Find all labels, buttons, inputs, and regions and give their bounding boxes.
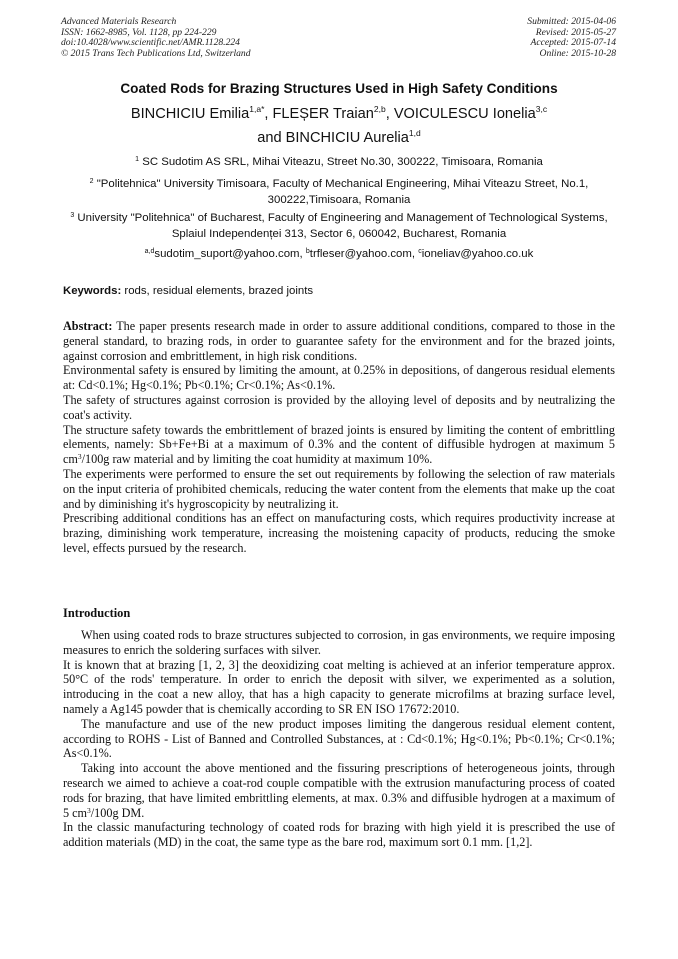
journal-info [61, 17, 251, 59]
body-text: Taking into account the above mentioned and the fissuring prescriptions of heterogeneous joints, through research we aimed to achieve a coat-rod couple compatible with the extrusion manufacturing process of coated rods for brazing, that have limited embrittling elements, at max. 0.3% and diffusible hydrogen at a maximum of 5 cm [63, 761, 615, 820]
section-heading: Introduction [63, 606, 131, 620]
revised-date: Revised: 2015-05-27 [535, 26, 616, 38]
submitted-date: Submitted: 2015-04-06 [527, 16, 616, 27]
doi-line: doi:10.4028/www.scientific.net/AMR.1128.224 [61, 37, 240, 49]
abstract-text: /100g raw material and by limiting the coat humidity at maximum 10%. [81, 452, 433, 467]
email-marker: b [305, 248, 310, 255]
body-paragraph [63, 761, 615, 820]
superscript: 3 [77, 452, 82, 462]
dates-info [527, 17, 616, 59]
email-address: trfleser@yahoo.com, [309, 248, 419, 260]
author-affil-marker: 2,b [373, 104, 386, 114]
keywords-line [63, 284, 313, 299]
abstract-paragraph [63, 319, 615, 363]
affiliation-text: SC Sudotim AS SRL, Mihai Viteazu, Street No.30, 300222, Timisoara, Romania [142, 156, 543, 168]
author-name: BINCHICIU Emilia [130, 106, 250, 122]
abstract-paragraph: The safety of structures against corrosion is provided by the alloying level of deposits and by neutralizing the coat's activity. [63, 392, 615, 422]
affiliation-2 [56, 177, 622, 208]
abstract-paragraph: Environmental safety is ensured by limiting the amount, at 0.25% in depositions, of dangerous residual elements at: Cd<0.1%; Hg<0.1%; Pb<0.1%; Cr<0.1%; As<0.1%. [63, 363, 615, 393]
author-name: and BINCHICIU Aurelia [257, 130, 409, 146]
body-paragraph: In the classic manufacturing technology of coated rods for brazing with high yield it is prescribed the use of addition materials (MD) in the coat, the same type as the bare rod, maximum sort 0.1 mm. [1,2]. [63, 820, 615, 850]
author-affil-marker: 1,d [408, 128, 421, 138]
affiliation-text: University "Politehnica" of Bucharest, Faculty of Engineering and Management of Technological Systems, Splaiul Independenței 313, Sector 6, 060042, Bucharest, Romania [77, 212, 608, 240]
affiliation-text: "Politehnica" University Timisoara, Faculty of Mechanical Engineering, Mihai Viteazu Street, No.1, 300222,Timisoara, Romania [96, 178, 589, 206]
email-address: ioneliav@yahoo.co.uk [421, 248, 534, 260]
abstract-paragraph: Prescribing additional conditions has an effect on manufacturing costs, which requires productivity increase at brazing, diminishing work temperature, increasing the moistening capacity of products, reducing the smoke level, effects pursued by the research. [63, 511, 615, 555]
affiliation-marker: 1 [135, 156, 140, 163]
journal-name: Advanced Materials Research [61, 16, 177, 27]
copyright-line: © 2015 Trans Tech Publications Ltd, Switzerland [61, 47, 251, 59]
email-address: sudotim_suport@yahoo.com, [154, 248, 306, 260]
affiliation-marker: 3 [70, 212, 75, 219]
keywords-label: Keywords: [63, 285, 122, 297]
affiliation-3 [56, 211, 622, 242]
body-text: /100g DM. [90, 805, 145, 820]
accepted-date: Accepted: 2015-07-14 [530, 37, 616, 49]
affiliation-1 [56, 155, 622, 171]
abstract-section [63, 319, 615, 556]
abstract-paragraph: The experiments were performed to ensure the set out requirements by following the selection of raw materials on the input criteria of prohibited chemicals, reducing the water content from the elements that make up the coat and by diminishing it's hygroscopicity by neutralizing it. [63, 466, 615, 511]
email-list [56, 247, 622, 263]
body-paragraph: When using coated rods to braze structures subjected to corrosion, in gas environments, we require imposing measures to enrich the soldering surfaces with silver. [63, 628, 615, 657]
body-paragraph: It is known that at brazing [1, 2, 3] the deoxidizing coat melting is achieved at an inferior temperature approx. 50°C of the rods' temperature. In order to enrich the deposit with silver, we experimented as a solution, introducing in the coat a new alloy, that has a high capacity to generate microfilms at brazing surface level, namely a Ag145 powder that is chemically according to SR EN ISO 17672:2010. [63, 657, 615, 716]
online-date: Online: 2015-10-28 [539, 47, 616, 59]
abstract-label: Abstract: [63, 319, 113, 333]
author-name: , VOICULESCU Ionelia [385, 106, 536, 122]
paper-title: Coated Rods for Brazing Structures Used in High Safety Conditions [120, 81, 558, 96]
author-affil-marker: 3,c [535, 104, 548, 114]
abstract-text: The paper presents research made in order to assure additional conditions, compared to those in the general standard, to brazing rods, in order to guarantee safety for the environment and for the brazed joints, against corrosion and embrittlement, in high risk conditions. [63, 319, 615, 363]
body-paragraph: The manufacture and use of the new product imposes limiting the dangerous residual element content, according to ROHS - List of Banned and Controlled Substances, at : Cd<0.1%; Hg<0.1%; Pb<0.1%; Cr<0.1%; As<0.1%. [63, 716, 615, 761]
superscript: 3 [87, 805, 91, 815]
abstract-paragraph [63, 423, 615, 467]
email-marker: a,d [144, 248, 155, 255]
issn-line: ISSN: 1662-8985, Vol. 1128, pp 224-229 [61, 26, 217, 38]
keywords-text: rods, residual elements, brazed joints [121, 285, 314, 297]
email-marker: c [418, 248, 422, 255]
author-list [40, 102, 638, 150]
affiliation-marker: 2 [89, 178, 94, 185]
abstract-text: The structure safety towards the embrittlement of brazed joints is ensured by limiting the content of embrittling elements, namely: Sb+Fe+Bi at a maximum of 0.3% and the content of diffusible hydrogen at maximum 5 cm [63, 422, 615, 467]
author-affil-marker: 1,a* [249, 104, 265, 114]
author-name: , FLEȘER Traian [264, 106, 374, 122]
introduction-section [63, 628, 615, 850]
